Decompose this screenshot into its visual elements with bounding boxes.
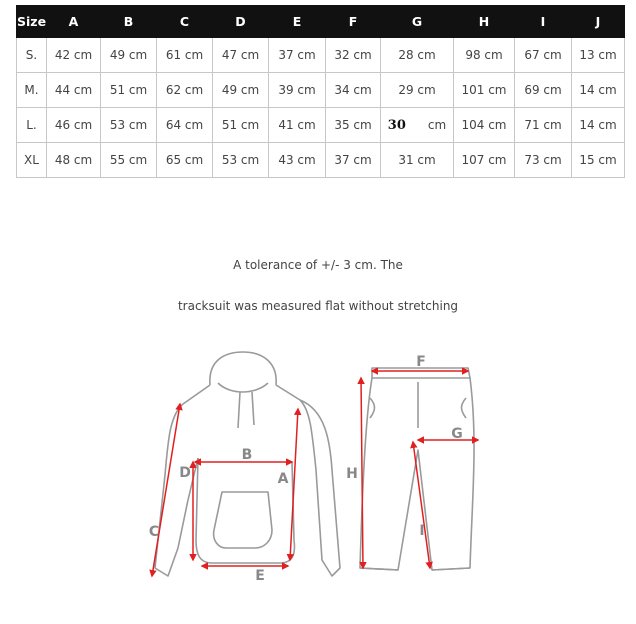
table-cell: 35 cm [326,108,381,143]
odd-value: 30 [387,117,406,133]
header-f: F [326,6,381,38]
table-cell: M. [17,73,47,108]
tolerance-note-line1: A tolerance of +/- 3 cm. The [233,258,403,272]
header-g: G [381,6,454,38]
odd-value-unit: cm [427,117,447,132]
arrow-i [413,442,430,568]
header-size: Size [17,6,47,38]
label-b: B [241,447,253,463]
table-cell: S. [17,38,47,73]
table-cell: 28 cm [381,38,454,73]
table-cell: 41 cm [269,108,326,143]
header-row [17,6,625,38]
arrow-c [152,404,180,576]
table-cell: 13 cm [572,38,625,73]
table-cell: 61 cm [157,38,213,73]
table-cell: 71 cm [515,108,572,143]
label-a: A [277,471,289,487]
label-g: G [451,426,463,442]
table-cell: 107 cm [454,143,515,178]
table-cell: XL [17,143,47,178]
table-cell: 15 cm [572,143,625,178]
label-e: E [255,568,265,584]
size-chart-table [16,5,625,178]
table-cell: 46 cm [47,108,101,143]
table-cell: 49 cm [213,73,269,108]
table-cell: 64 cm [157,108,213,143]
table-cell: 47 cm [213,38,269,73]
table-cell: 53 cm [101,108,157,143]
label-c: C [148,524,160,540]
table-cell: 101 cm [454,73,515,108]
table-cell: 67 cm [515,38,572,73]
table-cell: 51 cm [101,73,157,108]
header-i: I [515,6,572,38]
table-cell: 31 cm [381,143,454,178]
table-cell: 98 cm [454,38,515,73]
table-cell: 55 cm [101,143,157,178]
header-a: A [47,6,101,38]
table-cell: 29 cm [381,73,454,108]
header-d: D [213,6,269,38]
header-j: J [572,6,625,38]
table-cell: 49 cm [101,38,157,73]
table-cell: 14 cm [572,73,625,108]
table-cell: 37 cm [326,143,381,178]
table-cell: 42 cm [47,38,101,73]
table-cell: 69 cm [515,73,572,108]
hoodie-outline [155,352,340,576]
table-cell: 53 cm [213,143,269,178]
label-f: F [416,354,426,370]
header-e: E [269,6,326,38]
label-h: H [346,466,358,482]
table-cell: 37 cm [269,38,326,73]
table-cell: 73 cm [515,143,572,178]
table-row [17,73,625,108]
label-i: I [419,523,425,539]
header-h: H [454,6,515,38]
table-cell: 65 cm [157,143,213,178]
table-row [17,108,625,143]
header-b: B [101,6,157,38]
table-row [17,38,625,73]
table-cell: 32 cm [326,38,381,73]
table-cell: 39 cm [269,73,326,108]
label-d: D [179,465,191,481]
table-row [17,143,625,178]
table-cell: 62 cm [157,73,213,108]
measurement-diagram [140,345,500,590]
table-cell: 44 cm [47,73,101,108]
table-cell: 104 cm [454,108,515,143]
table-cell: 48 cm [47,143,101,178]
table-cell: 34 cm [326,73,381,108]
table-cell [381,108,454,143]
header-c: C [157,6,213,38]
table-cell: L. [17,108,47,143]
table-cell: 14 cm [572,108,625,143]
table-cell: 51 cm [213,108,269,143]
tolerance-note-line2: tracksuit was measured flat without stretching [177,299,459,313]
table-cell: 43 cm [269,143,326,178]
